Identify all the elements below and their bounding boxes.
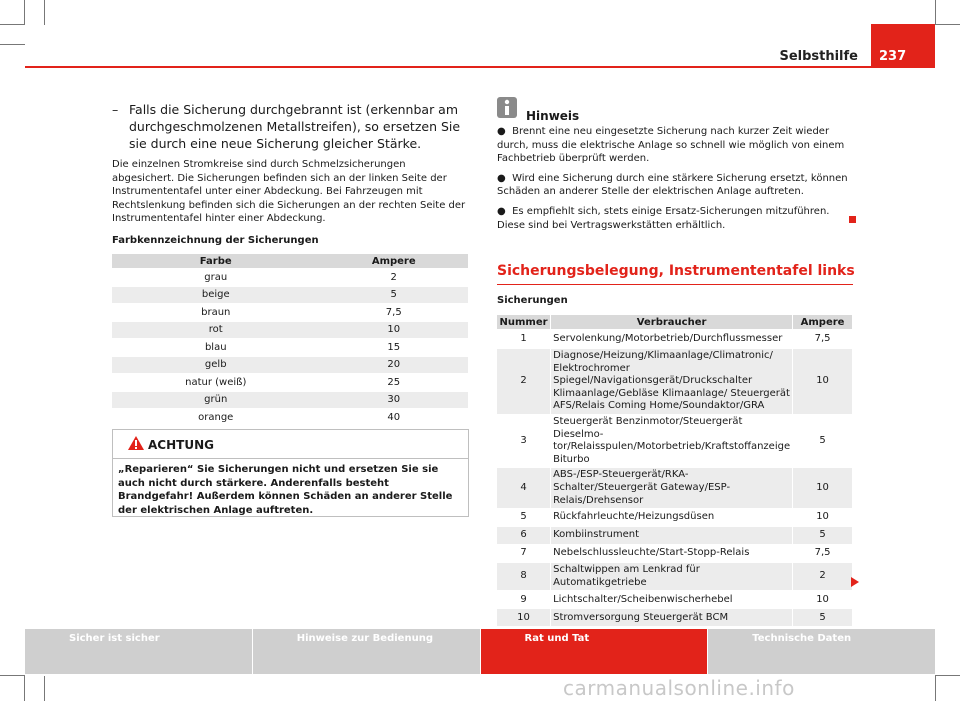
tab-sicher-ist-sicher[interactable]: Sicher ist sicher (25, 629, 253, 674)
fuse-table-heading: Sicherungen (497, 295, 568, 306)
table-row (112, 269, 468, 287)
table-row (112, 304, 468, 322)
ampere-cell: 10 (793, 509, 853, 527)
number-cell: 6 (497, 527, 551, 545)
dash-bullet: – (112, 102, 119, 117)
note-item (497, 205, 853, 232)
number-cell: 3 (497, 414, 551, 467)
number-cell: 2 (497, 349, 551, 415)
ampere-cell: 15 (319, 339, 468, 357)
ampere-cell: 5 (793, 609, 853, 627)
ampere-cell: 10 (319, 321, 468, 339)
warning-text: „Reparieren“ Sie Sicherungen nicht und ersetzen Sie sie auch nicht durch stärkere. Anderenfalls besteht Brandgefahr! Außerdem können Schäden an anderer Stelle der elektrischen Anlage auftreten. (118, 464, 453, 516)
ampere-cell: 25 (319, 374, 468, 392)
warning-title: ACHTUNG (148, 438, 214, 452)
table-row (497, 468, 853, 509)
crop-mark (0, 675, 25, 676)
column-header: Ampere (793, 315, 853, 330)
number-cell: 5 (497, 509, 551, 527)
ampere-cell: 10 (793, 591, 853, 609)
table-row (497, 509, 853, 527)
page-number: 237 (879, 49, 907, 64)
crop-mark (935, 675, 960, 676)
section-title: Selbsthilfe (779, 49, 858, 64)
color-cell: grau (112, 269, 319, 287)
crop-mark (935, 24, 960, 25)
warning-header (113, 430, 468, 459)
crop-mark (935, 0, 936, 25)
section-heading: Sicherungsbelegung, Instrumententafel links (497, 263, 855, 279)
ampere-cell: 40 (319, 409, 468, 427)
consumer-cell: Nebelschlussleuchte/Start-Stopp-Relais (551, 545, 793, 563)
header-rule (25, 66, 935, 68)
crop-mark (44, 0, 45, 25)
intro-paragraph: Die einzelnen Stromkreise sind durch Schmelzsicherungen abgesichert. Die Sicherungen befinden sich an der linken Seite der Instrumententafel unter einer Abdeckung. Bei Fahrzeugen mit Rechtslenkung befinden sich die Sicherungen an der rechten Seite der Instrumententafel hinter einer Abdeckung. (112, 159, 466, 225)
number-cell: 8 (497, 563, 551, 591)
info-icon (497, 97, 517, 118)
end-marker-icon (849, 216, 856, 223)
ampere-cell: 2 (793, 563, 853, 591)
table-row (497, 591, 853, 609)
consumer-cell: Schaltwippen am Lenkrad für Automatikgetriebe (551, 563, 793, 591)
table-row (497, 330, 853, 349)
bullet-icon: ● (497, 126, 513, 137)
consumer-cell: Kombiinstrument (551, 527, 793, 545)
consumer-cell: Stromversorgung Steuergerät BCM (551, 609, 793, 627)
ampere-cell: 30 (319, 391, 468, 409)
column-header: Farbe (112, 254, 319, 269)
tab-rat-und-tat[interactable]: Rat und Tat (481, 629, 709, 674)
number-cell: 1 (497, 330, 551, 349)
table-row (112, 391, 468, 409)
number-cell: 4 (497, 468, 551, 509)
note-item (497, 172, 853, 199)
note-text: Wird eine Sicherung durch eine stärkere Sicherung ersetzt, können Schäden an anderer Stelle der elektrischen Anlage auftreten. (497, 172, 848, 198)
ampere-cell: 5 (319, 286, 468, 304)
section-rule (497, 284, 853, 285)
ampere-cell: 2 (319, 269, 468, 287)
crop-mark (24, 676, 25, 701)
color-cell: grün (112, 391, 319, 409)
consumer-cell: Rückfahrleuchte/Heizungsdüsen (551, 509, 793, 527)
chapter-tabs (25, 629, 935, 674)
number-cell: 7 (497, 545, 551, 563)
continue-arrow-icon (851, 577, 859, 587)
table-row (112, 356, 468, 374)
crop-mark (24, 0, 25, 25)
table-row (497, 563, 853, 591)
table-row (497, 527, 853, 545)
ampere-cell: 10 (793, 468, 853, 509)
watermark: carmanualsonline.info (563, 676, 795, 700)
color-cell: natur (weiß) (112, 374, 319, 392)
warning-box (112, 429, 469, 517)
tab-technische-daten[interactable]: Technische Daten (708, 629, 935, 674)
color-cell: beige (112, 286, 319, 304)
table-row (112, 286, 468, 304)
dash-item-text: Falls die Sicherung durchgebrannt ist (erkennbar am durchgeschmolzenen Metallstreifen), so ersetzen Sie sie durch eine neue Sicherung gleicher Stärke. (129, 102, 461, 151)
warning-triangle-icon (127, 435, 145, 451)
ampere-cell: 7,5 (793, 330, 853, 349)
table-row (497, 349, 853, 415)
note-item (497, 125, 853, 166)
note-text: Brennt eine neu eingesetzte Sicherung nach kurzer Zeit wieder durch, muss die elektrische Anlage so schnell wie möglich von einem Fachbetrieb überprüft werden. (497, 126, 845, 165)
tab-hinweise-zur-bedienung[interactable]: Hinweise zur Bedienung (253, 629, 481, 674)
crop-mark (0, 24, 25, 25)
bullet-icon: ● (497, 205, 513, 217)
ampere-cell: 20 (319, 356, 468, 374)
table-row (497, 545, 853, 563)
table-row (112, 374, 468, 392)
page-number-box (871, 24, 935, 68)
crop-mark (44, 676, 45, 701)
note-title: Hinweis (526, 109, 580, 123)
color-cell: orange (112, 409, 319, 427)
bullet-icon: ● (497, 172, 513, 184)
column-header: Ampere (319, 254, 468, 269)
note-text: Es empfiehlt sich, stets einige Ersatz-Sicherungen mitzuführen. Diese sind bei Vertragswerkstätten erhältlich. (497, 205, 830, 231)
ampere-cell: 5 (793, 527, 853, 545)
ampere-cell: 7,5 (793, 545, 853, 563)
consumer-cell: ABS-/ESP-Steuergerät/RKA-Schalter/Steuergerät Gateway/ESP-Relais/Drehsensor (551, 468, 793, 509)
fuse-color-table (112, 254, 468, 427)
table-row (112, 321, 468, 339)
number-cell: 9 (497, 591, 551, 609)
column-header: Verbraucher (551, 315, 793, 330)
table-row (112, 339, 468, 357)
fuse-assignment-table (497, 315, 853, 627)
ampere-cell: 10 (793, 349, 853, 415)
consumer-cell: Steuergerät Benzinmotor/Steuergerät Dieselmotor/Relaisspulen/Motorbetrieb/Kraftstoffanzeige Biturbo (551, 414, 793, 467)
color-cell: blau (112, 339, 319, 357)
note-list (497, 125, 853, 238)
column-header: Nummer (497, 315, 551, 330)
table-row (497, 609, 853, 627)
color-cell: gelb (112, 356, 319, 374)
table-row (112, 409, 468, 427)
table-row (497, 414, 853, 467)
consumer-cell: Servolenkung/Motorbetrieb/Durchflussmesser (551, 330, 793, 349)
consumer-cell: Lichtschalter/Scheibenwischerhebel (551, 591, 793, 609)
dash-list-item (112, 101, 467, 152)
color-cell: rot (112, 321, 319, 339)
color-cell: braun (112, 304, 319, 322)
crop-mark (0, 44, 25, 45)
ampere-cell: 7,5 (319, 304, 468, 322)
consumer-cell: Diagnose/Heizung/Klimaanlage/Climatronic/ Elektrochromer Spiegel/Navigationsgerät/Druckschalter Klimaanlage/Gebläse Klimaanlage/ Steuergerät AFS/Relais Coming Home/Soundaktor/GRA (551, 349, 793, 415)
number-cell: 10 (497, 609, 551, 627)
crop-mark (935, 676, 936, 701)
ampere-cell: 5 (793, 414, 853, 467)
color-table-heading: Farbkennzeichnung der Sicherungen (112, 235, 319, 246)
